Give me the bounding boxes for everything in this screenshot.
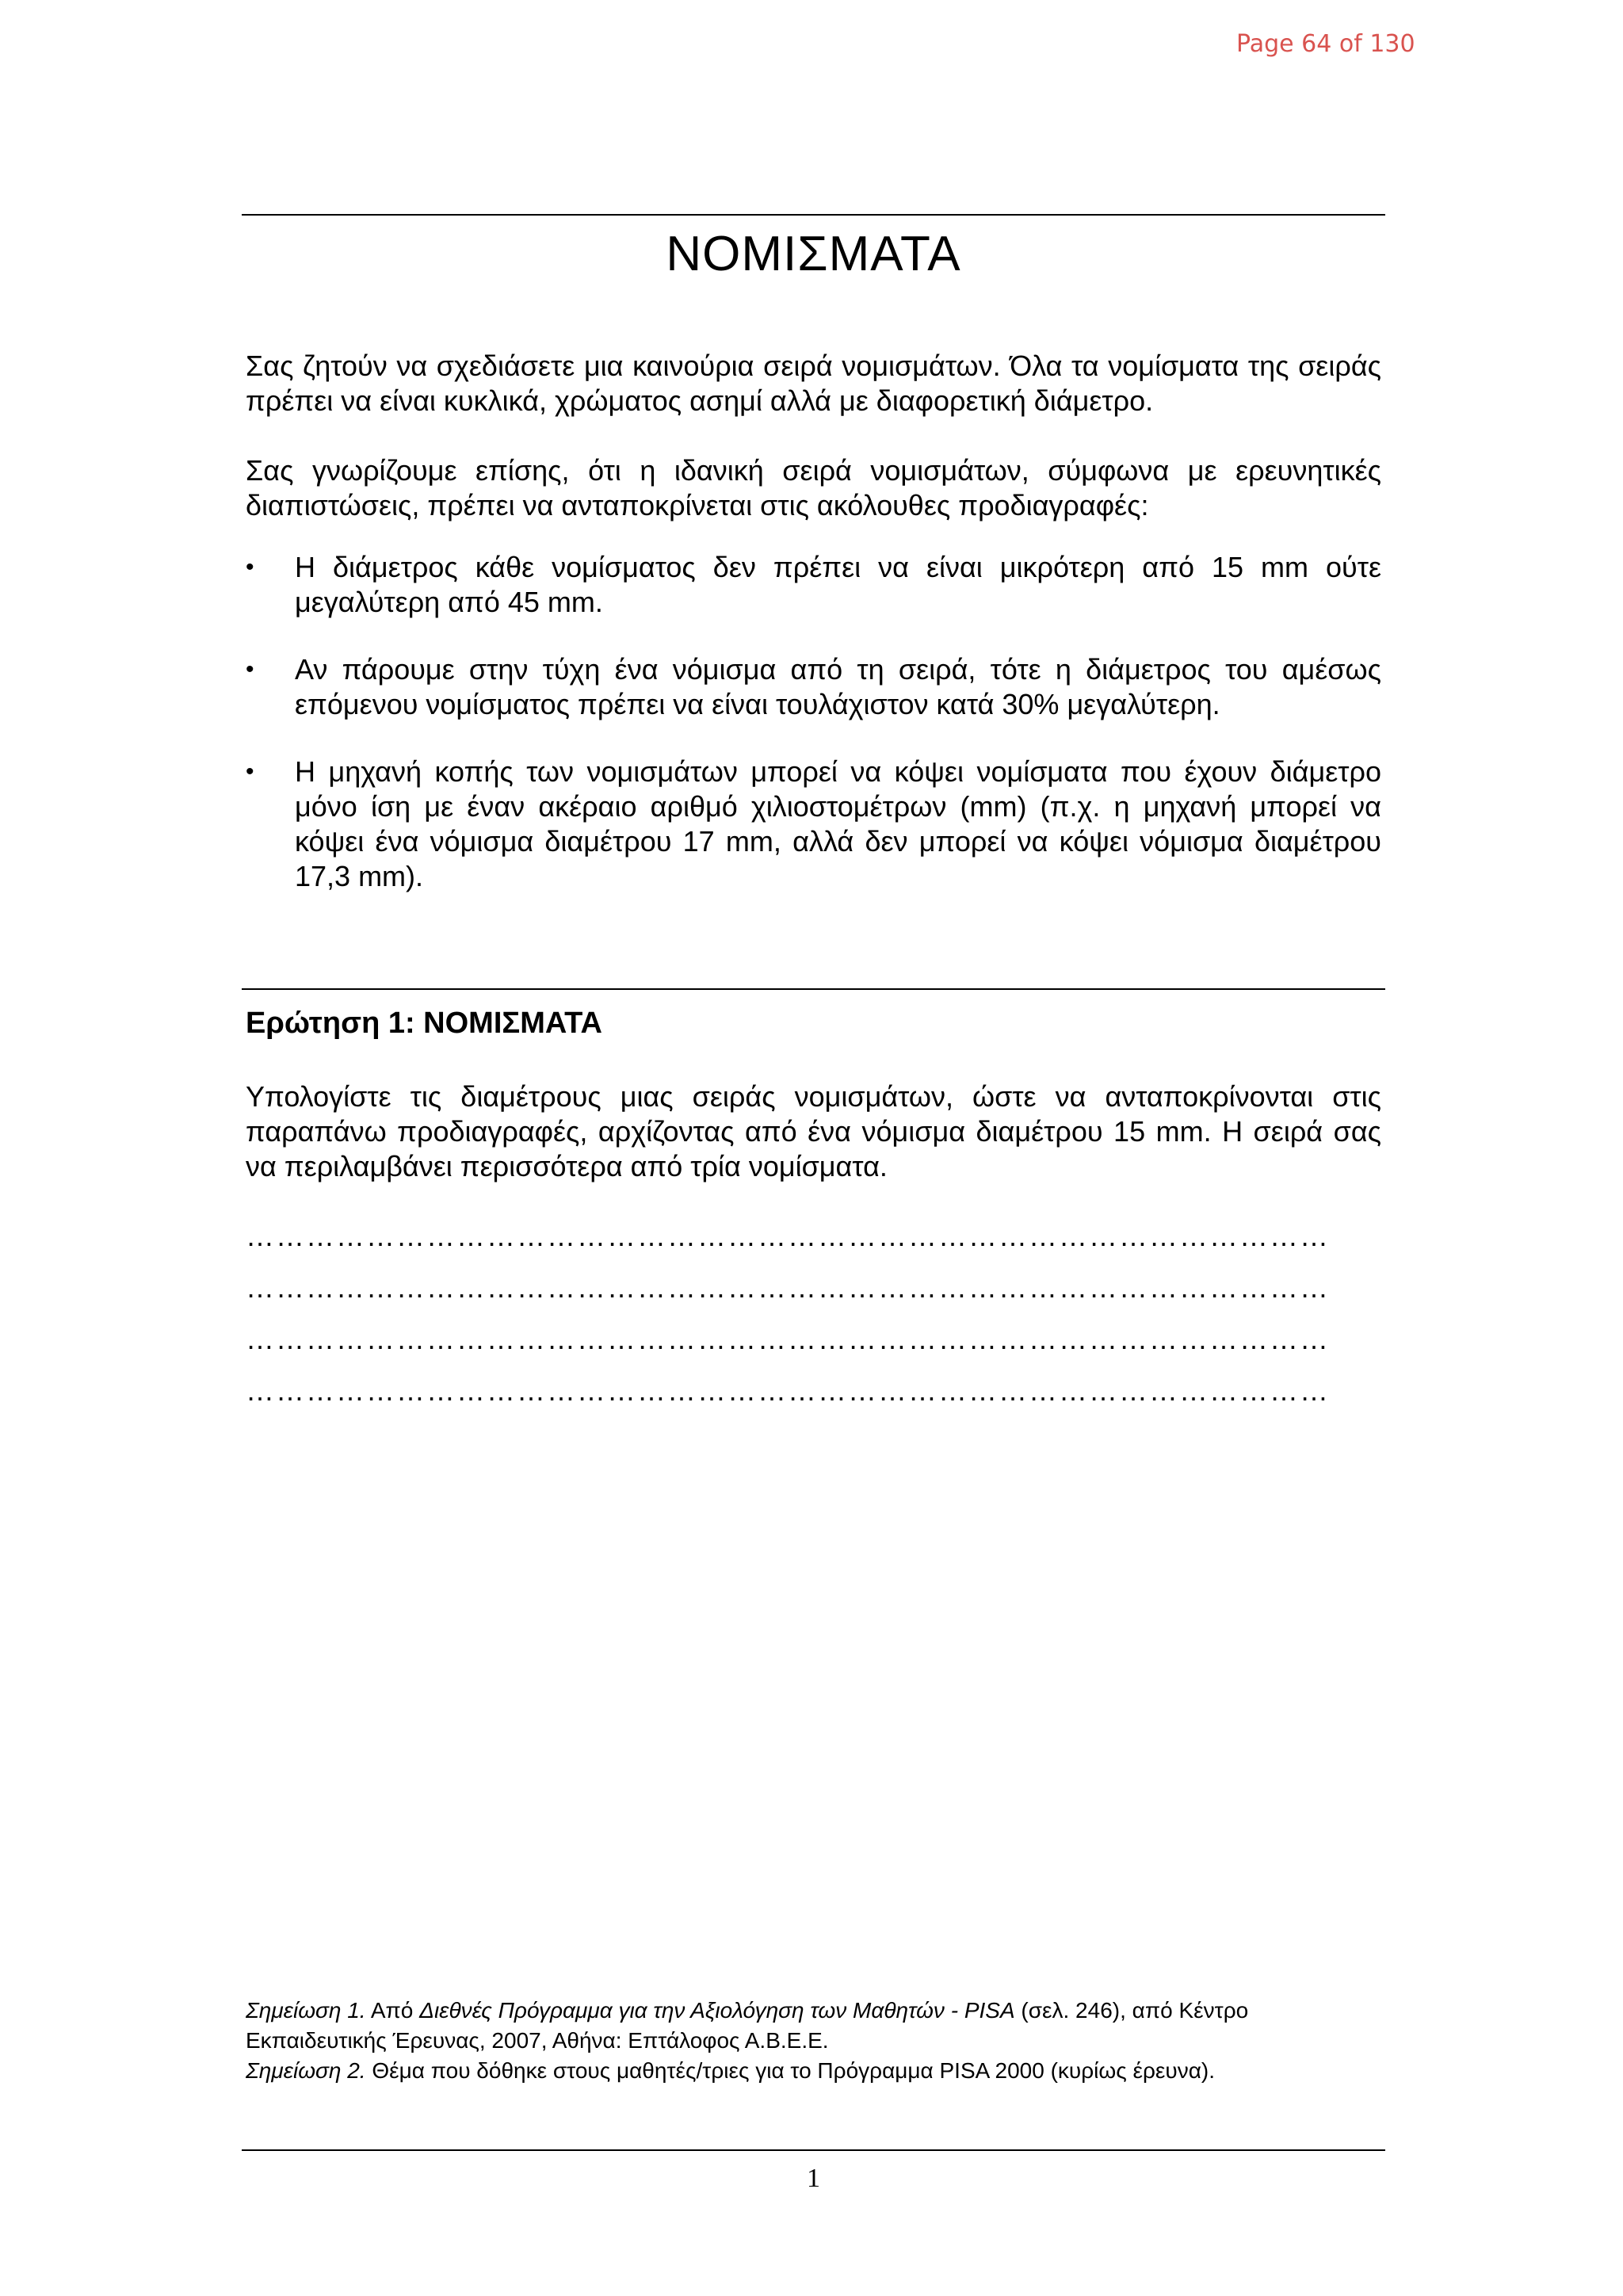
page-title: ΝΟΜΙΣΜΑΤΑ bbox=[666, 227, 961, 281]
bullet-icon: • bbox=[246, 554, 254, 580]
answer-line[interactable]: ……………………………………………………………………………………………… bbox=[246, 1324, 1330, 1355]
footnote-1-text: Από bbox=[365, 1998, 420, 2023]
list-item-text: Η μηχανή κοπής των νομισμάτων μπορεί να κόψει νομίσματα που έχουν διάμετρο μόνο ίση με έναν ακέραιο αριθμό χιλιοστομέτρων (mm) (π.χ. η μηχανή μπορεί να κόψει ένα νόμισμα διαμέτρου 17 mm, αλλά δεν μπορεί να κόψει νόμισμα διαμέτρου 17,3 mm). bbox=[295, 755, 1381, 892]
bullet-icon: • bbox=[246, 758, 254, 785]
footnote-2-text: Θέμα που δόθηκε στους μαθητές/τριες για το Πρόγραμμα PISA 2000 (κυρίως έρευνα). bbox=[365, 2058, 1216, 2083]
footer-divider bbox=[242, 2149, 1385, 2151]
question-heading: Ερώτηση 1: ΝΟΜΙΣΜΑΤΑ bbox=[246, 1007, 602, 1040]
intro-paragraph-1: Σας ζητούν να σχεδιάσετε μια καινούρια σειρά νομισμάτων. Όλα τα νομίσματα της σειράς πρέπει να είναι κυκλικά, χρώματος ασημί αλλά με διαφορετική διάμετρο. bbox=[246, 350, 1381, 417]
question-text: Υπολογίστε τις διαμέτρους μιας σειράς νομισμάτων, ώστε να ανταποκρίνονται στις παραπάνω προδιαγραφές, αρχίζοντας από ένα νόμισμα διαμέτρου 15 mm. Η σειρά σας να περιλαμβάνει περισσότερα από τρία νομίσματα. bbox=[246, 1080, 1381, 1182]
footnote-2-label: Σημείωση 2. bbox=[246, 2058, 366, 2083]
page-number: 1 bbox=[807, 2164, 820, 2193]
footnote-1-source: Διεθνές Πρόγραμμα για την Αξιολόγηση των Μαθητών - PISA bbox=[419, 1998, 1015, 2023]
top-divider bbox=[242, 214, 1385, 216]
page-counter: Page 64 of 130 bbox=[1236, 30, 1415, 58]
answer-line[interactable]: ……………………………………………………………………………………………… bbox=[246, 1272, 1330, 1304]
intro-paragraph-2: Σας γνωρίζουμε επίσης, ότι η ιδανική σειρά νομισμάτων, σύμφωνα με ερευνητικές διαπιστώσεις, πρέπει να ανταποκρίνεται στις ακόλουθες προδιαγραφές: bbox=[246, 454, 1381, 521]
list-item-text: Η διάμετρος κάθε νομίσματος δεν πρέπει να είναι μικρότερη από 15 mm ούτε μεγαλύτερη από 45 mm. bbox=[295, 551, 1381, 618]
answer-line[interactable]: ……………………………………………………………………………………………… bbox=[246, 1221, 1330, 1252]
footnote-1-label: Σημείωση 1. bbox=[246, 1998, 366, 2023]
section-divider bbox=[242, 988, 1385, 990]
answer-line[interactable]: ……………………………………………………………………………………………… bbox=[246, 1375, 1330, 1407]
footnotes bbox=[246, 1996, 1381, 2086]
footnote-1 bbox=[246, 1996, 1381, 2056]
bullet-icon: • bbox=[246, 656, 254, 682]
list-item-text: Αν πάρουμε στην τύχη ένα νόμισμα από τη σειρά, τότε η διάμετρος του αμέσως επόμενου νομίσματος πρέπει να είναι τουλάχιστον κατά 30% μεγαλύτερη. bbox=[295, 653, 1381, 720]
footnote-2 bbox=[246, 2056, 1381, 2086]
footnote-1-text-tail: (σελ. 246), από Κέντρο Εκπαιδευτικής Έρευνας, 2007, Αθήνα: Επτάλοφος Α.Β.Ε.Ε. bbox=[246, 1998, 1249, 2053]
